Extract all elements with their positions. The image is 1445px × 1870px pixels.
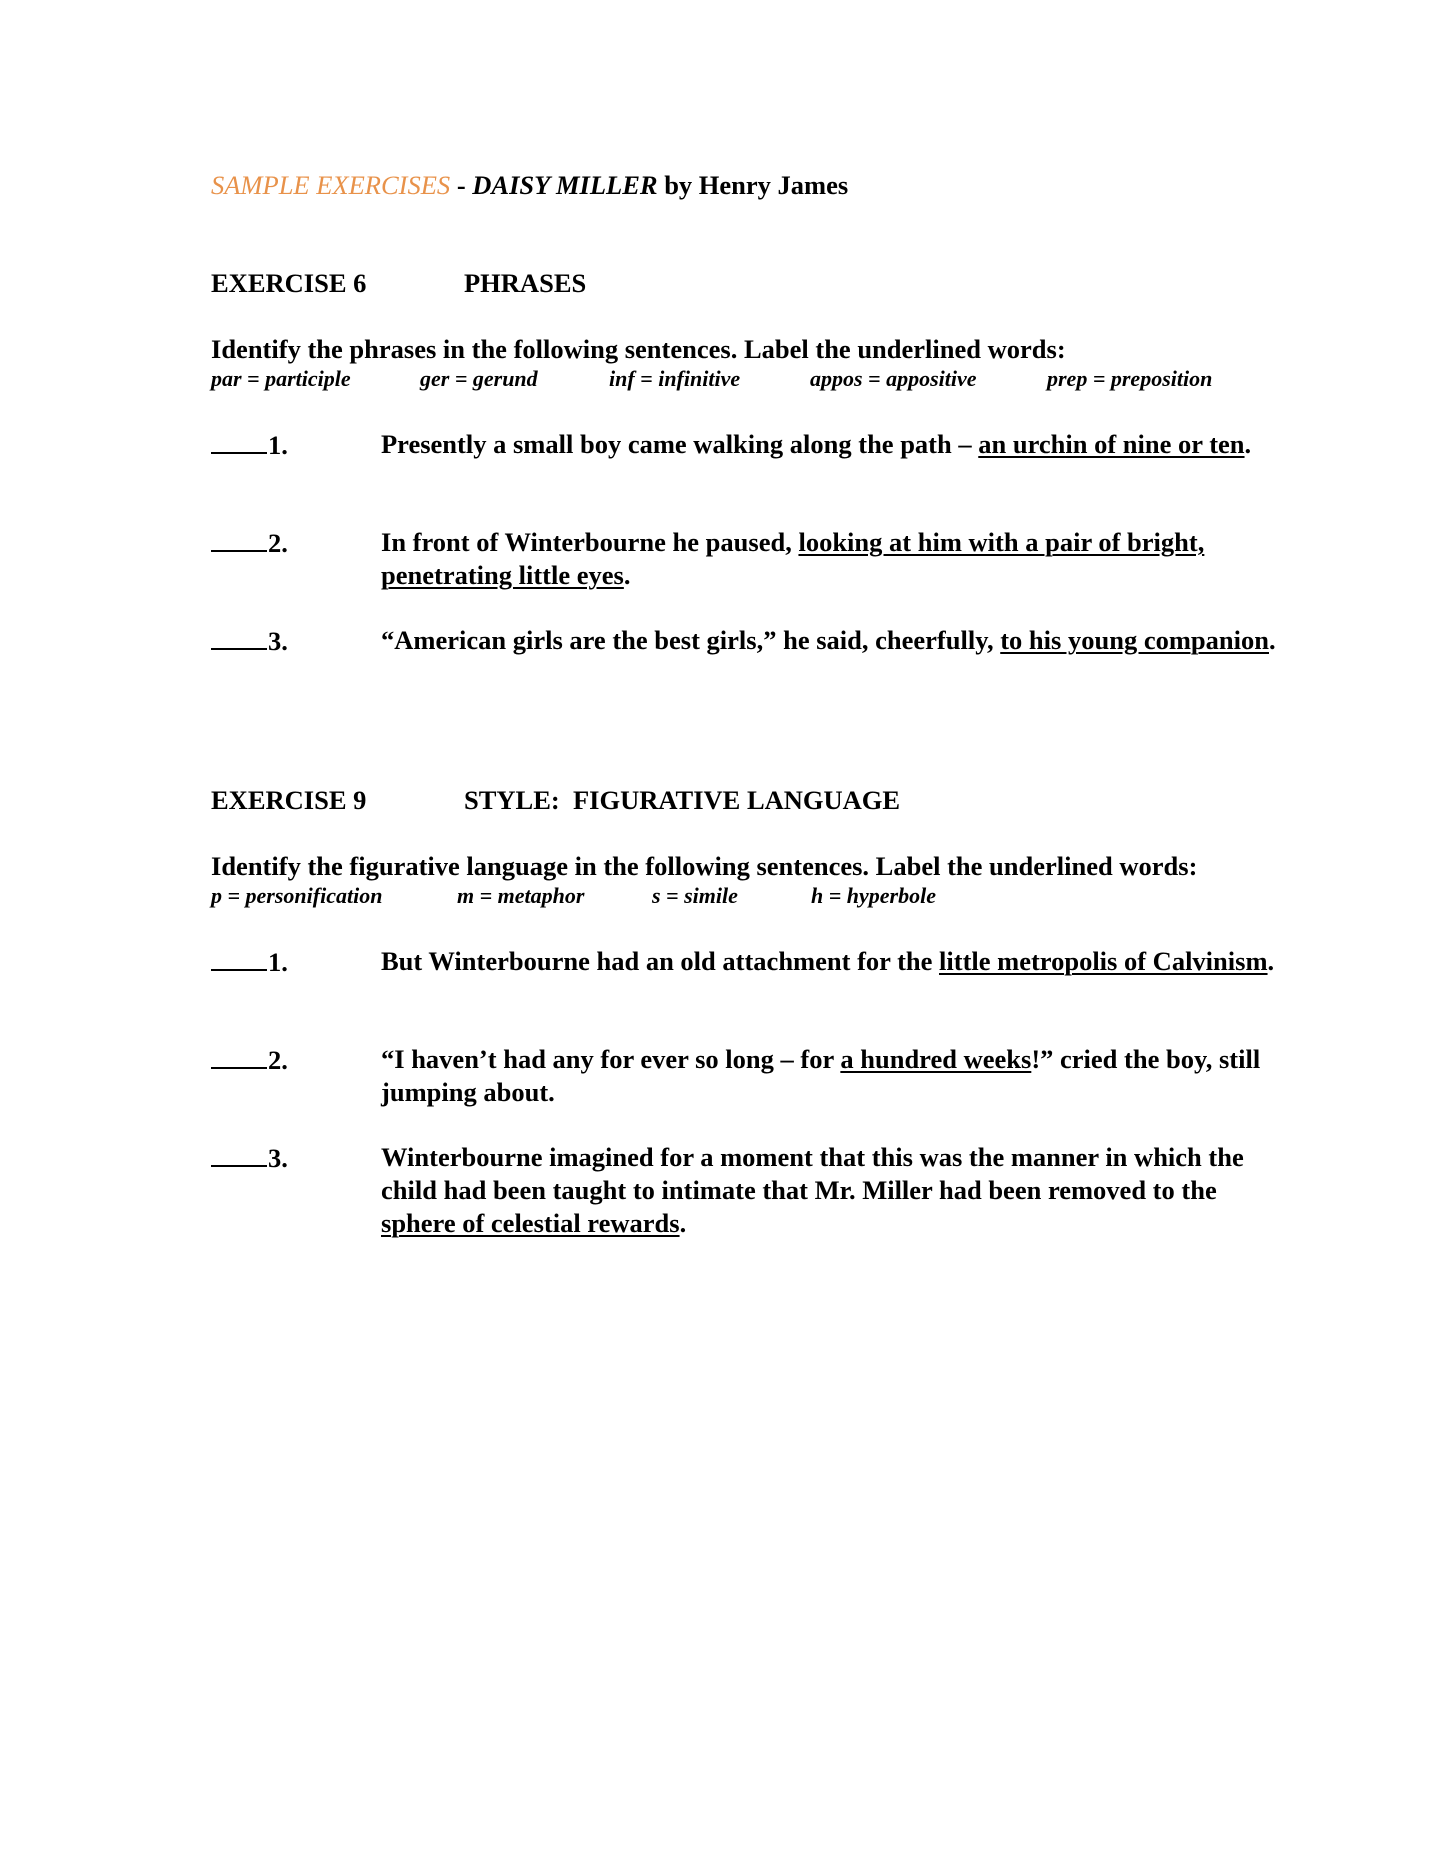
item-number: 3.	[268, 1143, 288, 1173]
underlined-phrase: to his young companion	[1000, 625, 1269, 655]
sentence-text: “I haven’t had any for ever so long – for	[381, 1044, 841, 1074]
item-sentence	[381, 624, 1291, 657]
legend-appositive: appos = appositive	[810, 366, 977, 391]
legend-personification: p = personification	[211, 883, 383, 908]
title-separator: -	[450, 170, 473, 200]
item-number: 2.	[268, 528, 288, 558]
work-title: DAISY MILLER	[472, 170, 658, 200]
sentence-text: .	[623, 560, 631, 590]
answer-blank[interactable]	[211, 1141, 267, 1167]
sentence-text: “American girls are the best girls,” he said, cheerfully,	[381, 625, 1001, 655]
exercise-6-topic: PHRASES	[464, 268, 587, 298]
legend-hyperbole: h = hyperbole	[811, 883, 936, 908]
answer-blank-number	[211, 1043, 288, 1077]
sentence-text: Winterbourne imagined for a moment that this was the manner in which the child had been taught to intimate that Mr. Miller had been removed to the	[381, 1142, 1244, 1205]
legend-preposition: prep = preposition	[1047, 366, 1213, 391]
underlined-phrase: an urchin of nine or ten	[978, 429, 1245, 459]
answer-blank[interactable]	[211, 624, 267, 650]
sentence-text: .	[679, 1208, 687, 1238]
sentence-text: !” cried the boy, still jumping about.	[381, 1044, 1261, 1107]
exercise-9-heading	[211, 785, 901, 816]
sample-exercises-label: SAMPLE EXERCISES	[211, 170, 451, 200]
answer-blank-number	[211, 624, 288, 658]
answer-blank[interactable]	[211, 428, 267, 454]
exercise-6-instructions: Identify the phrases in the following sentences. Label the underlined words:	[211, 334, 1066, 364]
item-number: 3.	[268, 626, 288, 656]
sentence-text: .	[1267, 946, 1275, 976]
item-sentence	[381, 526, 1291, 592]
underlined-phrase: a hundred weeks	[840, 1044, 1032, 1074]
exercise-6-label: EXERCISE 6	[211, 268, 367, 298]
legend-simile: s = simile	[652, 883, 738, 908]
answer-blank-number	[211, 428, 288, 462]
legend-infinitive: inf = infinitive	[609, 366, 741, 391]
exercise-9-legend	[211, 883, 1311, 911]
byline: by Henry James	[657, 170, 849, 200]
sentence-text: .	[1269, 625, 1276, 655]
sentence-text: Presently a small boy came walking along the path –	[381, 429, 979, 459]
underlined-phrase: sphere of celestial rewards	[381, 1208, 680, 1238]
answer-blank[interactable]	[211, 1043, 267, 1069]
item-sentence	[381, 1141, 1291, 1240]
exercise-6-legend	[211, 366, 1311, 394]
answer-blank[interactable]	[211, 945, 267, 971]
sentence-text: .	[1244, 429, 1252, 459]
answer-blank-number	[211, 526, 288, 560]
legend-gerund: ger = gerund	[420, 366, 538, 391]
item-number: 2.	[268, 1045, 288, 1075]
exercise-6-heading	[211, 268, 587, 299]
item-sentence	[381, 428, 1291, 461]
legend-participle: par = participle	[211, 366, 351, 391]
item-sentence	[381, 945, 1291, 978]
underlined-phrase: looking at him with a pair of bright, penetrating little eyes	[381, 527, 1205, 590]
answer-blank-number	[211, 1141, 288, 1175]
legend-metaphor: m = metaphor	[457, 883, 585, 908]
exercise-9-instructions: Identify the figurative language in the following sentences. Label the underlined words:	[211, 851, 1198, 881]
sentence-text: But Winterbourne had an old attachment for the	[381, 946, 940, 976]
exercise-9-topic: STYLE: FIGURATIVE LANGUAGE	[464, 785, 901, 815]
underlined-phrase: little metropolis of Calvinism	[939, 946, 1268, 976]
answer-blank-number	[211, 945, 288, 979]
item-sentence	[381, 1043, 1291, 1109]
exercise-9-label: EXERCISE 9	[211, 785, 367, 815]
item-number: 1.	[268, 947, 288, 977]
sentence-text: In front of Winterbourne he paused,	[381, 527, 799, 557]
page-title	[211, 170, 848, 201]
answer-blank[interactable]	[211, 526, 267, 552]
item-number: 1.	[268, 430, 288, 460]
